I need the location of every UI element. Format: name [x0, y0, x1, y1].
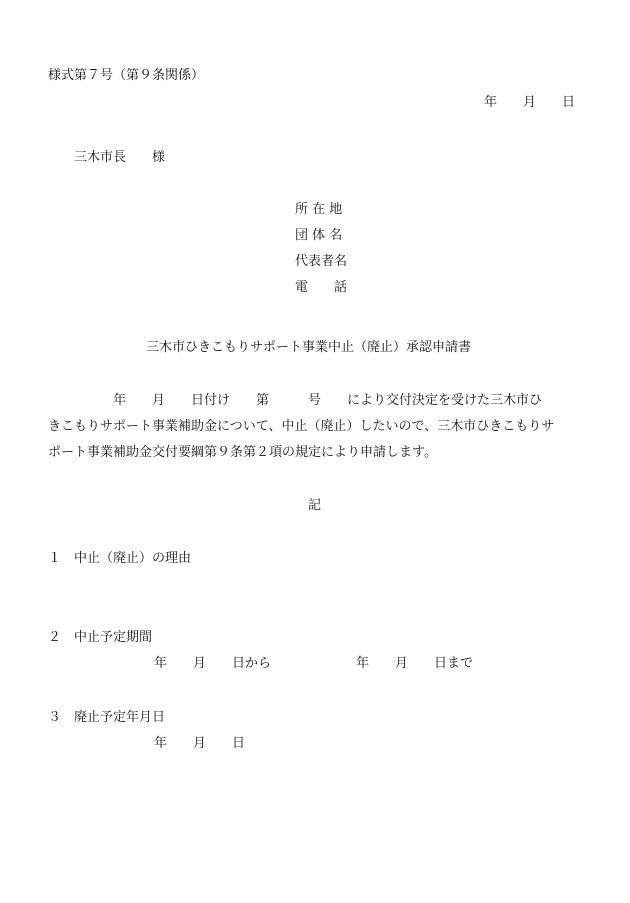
item-2-to-date: 年 月 日まで [356, 656, 474, 671]
item-1-number: １ [48, 551, 62, 566]
form-number: 様式第７号（第９条関係） [48, 68, 205, 83]
item-3-number: ３ [48, 710, 62, 725]
document-title: 三木市ひきこもりサポート事業中止（廃止）承認申請書 [146, 340, 472, 355]
applicant-group-label: 団 体 名 [295, 228, 343, 243]
item-2-label: 中止予定期間 [74, 630, 153, 645]
body-line-3: ポート事業補助金交付要綱第９条第２項の規定により申請します。 [48, 445, 437, 460]
applicant-phone-label: 電 話 [295, 280, 348, 295]
addressee: 三木市長 様 [74, 150, 166, 165]
applicant-address-label: 所 在 地 [295, 202, 343, 217]
item-3-date: 年 月 日 [154, 736, 246, 751]
body-line-1: 年 月 日付け 第 号 により交付決定を受けた三木市ひ [48, 393, 543, 408]
item-1-label: 中止（廃止）の理由 [74, 551, 192, 566]
body-paragraph [48, 388, 582, 466]
item-2-number: ２ [48, 630, 62, 645]
applicant-representative-label: 代表者名 [295, 254, 348, 269]
item-2-from-date: 年 月 日から [154, 656, 272, 671]
ki-heading: 記 [308, 498, 322, 513]
submission-date: 年 月 日 [484, 95, 576, 110]
item-3-label: 廃止予定年月日 [74, 710, 166, 725]
body-line-2: きこもりサポート事業補助金について、中止（廃止）したいので、三木市ひきこもりサ [48, 419, 555, 434]
